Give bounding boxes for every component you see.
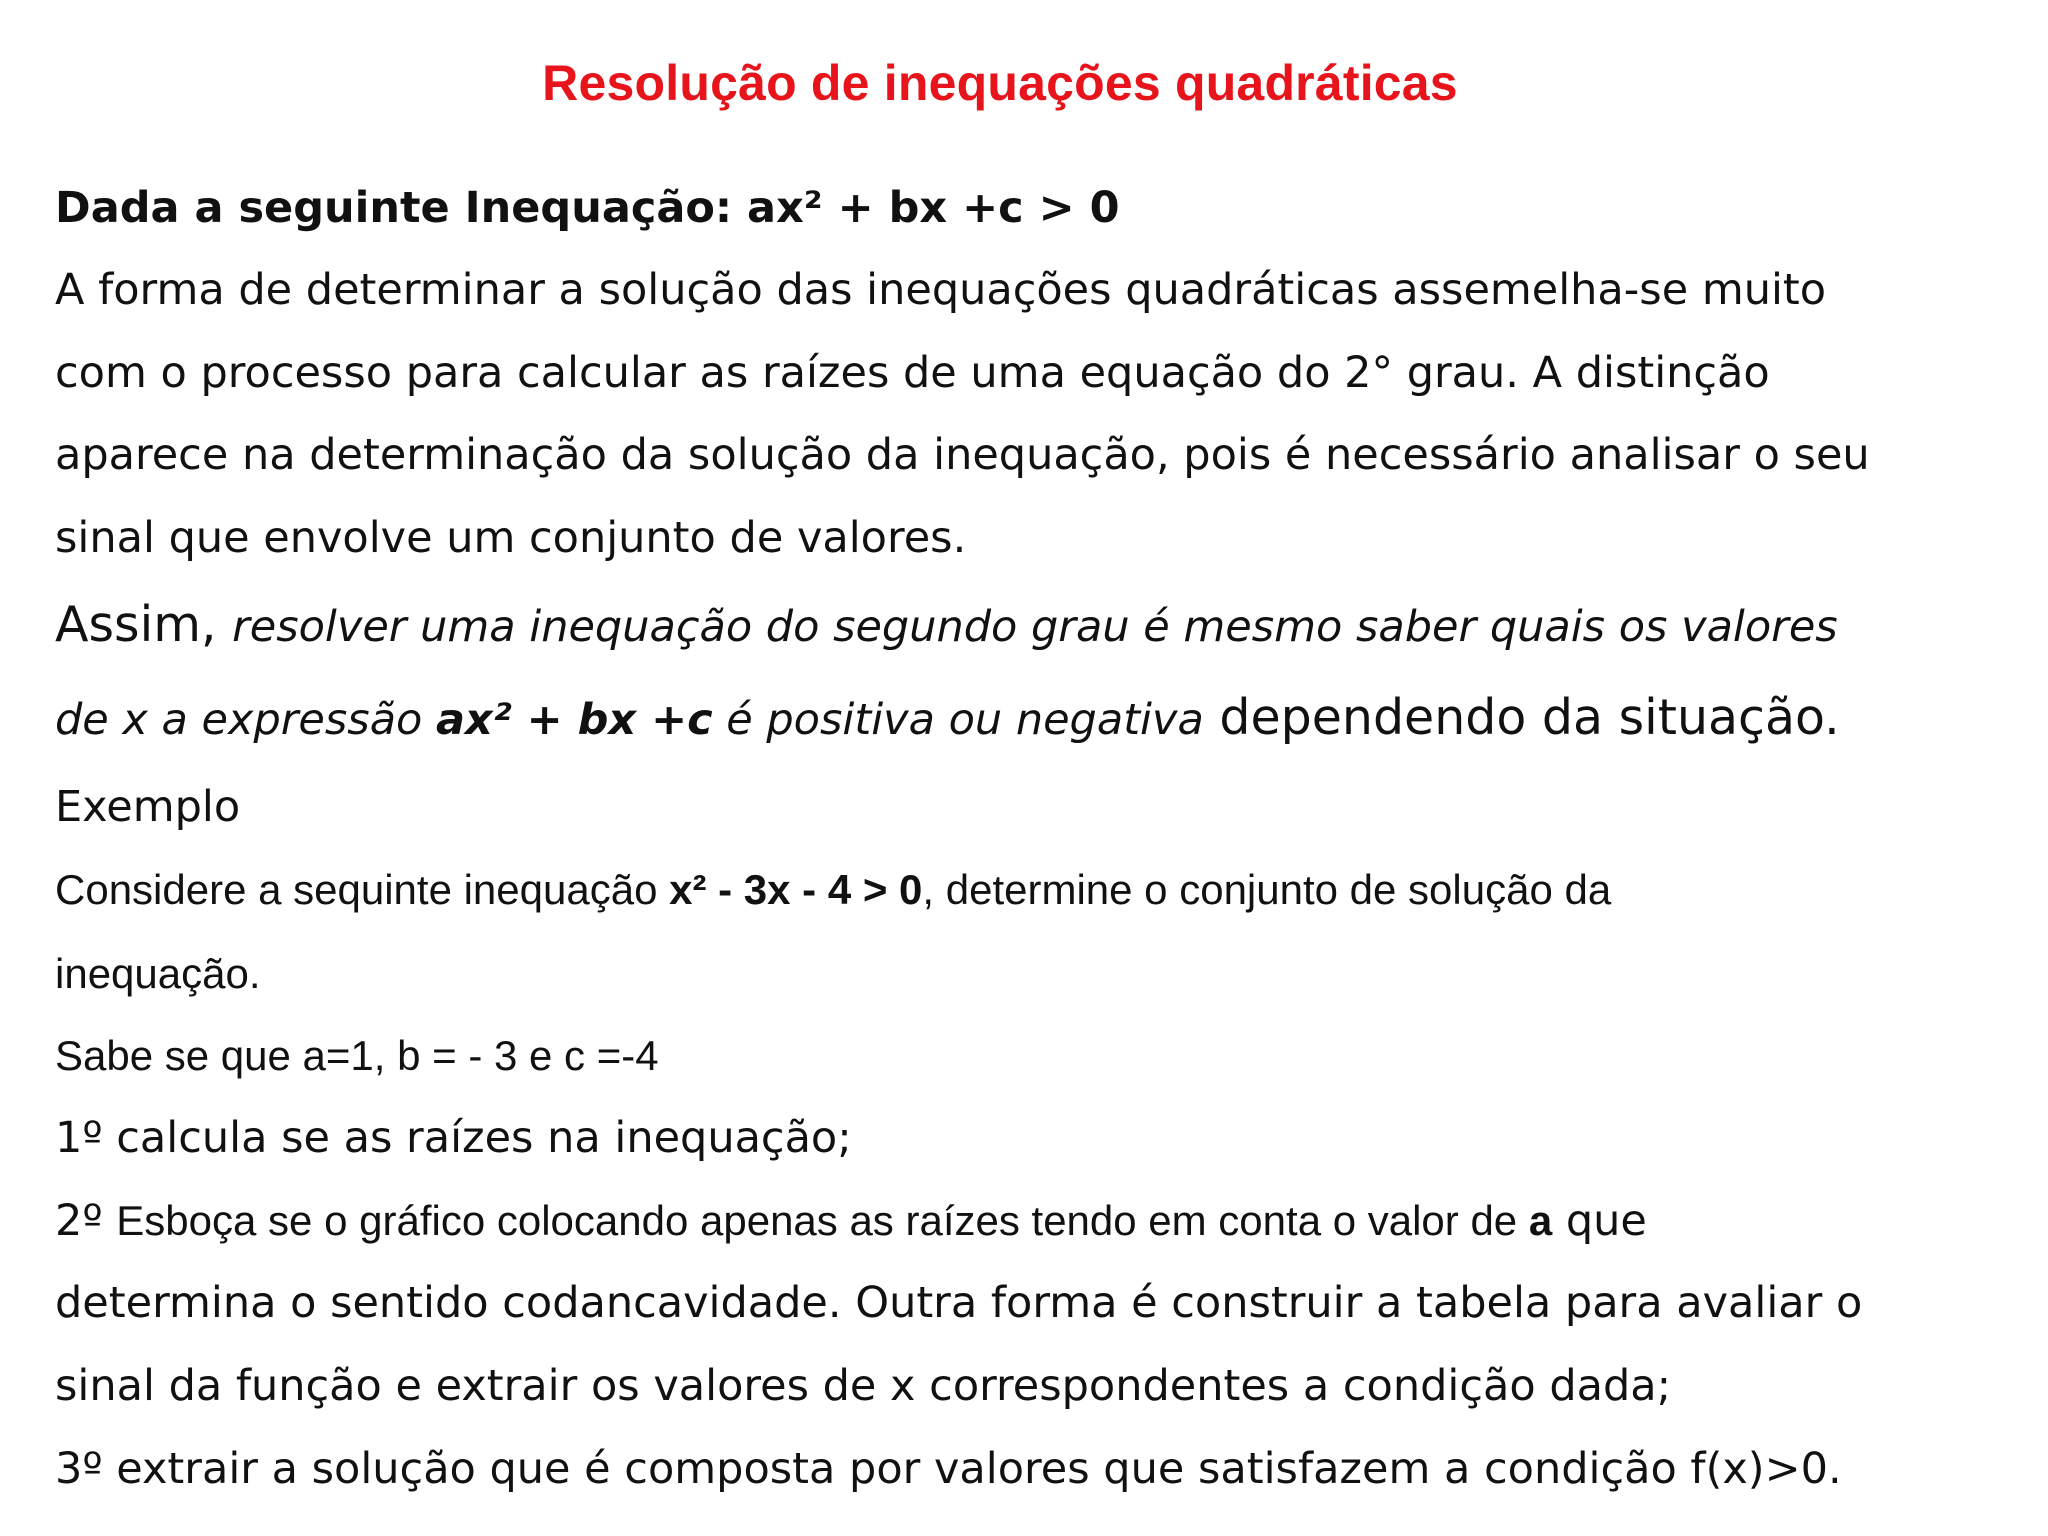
paragraph-2-italic-b: é positiva ou negativa xyxy=(712,695,1204,745)
paragraph-2-line-1 xyxy=(55,596,1838,653)
step-1: 1º calcula se as raízes na inequação; xyxy=(55,1113,852,1163)
step-2-line-1 xyxy=(55,1196,1647,1246)
paragraph-2-line-2 xyxy=(55,689,1840,746)
page-title: Resolução de inequações quadráticas xyxy=(542,55,1458,111)
example-line-2: inequação. xyxy=(55,950,261,997)
inequation-heading: Dada a seguinte Inequação: ax² + bx +c > 0 xyxy=(55,183,1120,233)
step-3: 3º extrair a solução que é composta por valores que satisfazem a condição f(x)>0. xyxy=(55,1444,1842,1494)
coefficients-line: Sabe se que a=1, b = - 3 e c =-4 xyxy=(55,1032,659,1079)
step-2-line-2: determina o sentido codancavidade. Outra forma é construir a tabela para avaliar o xyxy=(55,1278,1863,1328)
example-label: Exemplo xyxy=(55,782,241,832)
paragraph-1-line-1: A forma de determinar a solução das inequações quadráticas assemelha-se muito xyxy=(55,265,1827,315)
example-line-1 xyxy=(55,866,1612,913)
paragraph-1-line-2: com o processo para calcular as raízes de uma equação do 2° grau. A distinção xyxy=(55,348,1770,398)
paragraph-1-line-4: sinal que envolve um conjunto de valores. xyxy=(55,513,967,563)
paragraph-2-italic-a: de x a expressão xyxy=(55,695,437,745)
step-2-text-end: que xyxy=(1552,1196,1647,1246)
step-2-text: Esboça se o gráfico colocando apenas as raízes tendo em conta o valor de xyxy=(116,1197,1529,1244)
step-2-number: 2º xyxy=(55,1196,117,1246)
paragraph-2-expression: ax² + bx +c xyxy=(436,695,713,745)
example-intro-end: , determine o conjunto de solução da xyxy=(922,866,1612,913)
example-intro: Considere a sequinte inequação xyxy=(55,866,670,913)
example-inequation: x² - 3x - 4 > 0 xyxy=(669,866,923,913)
step-2-line-3: sinal da função e extrair os valores de x correspondentes a condição dada; xyxy=(55,1361,1672,1411)
paragraph-2-tail: dependendo da situação. xyxy=(1203,689,1840,746)
paragraph-2-italic: resolver uma inequação do segundo grau é mesmo saber quais os valores xyxy=(232,602,1838,652)
paragraph-1-line-3: aparece na determinação da solução da inequação, pois é necessário analisar o seu xyxy=(55,430,1870,480)
paragraph-2-lead: Assim, xyxy=(55,596,233,653)
step-2-coefficient: a xyxy=(1528,1197,1553,1244)
